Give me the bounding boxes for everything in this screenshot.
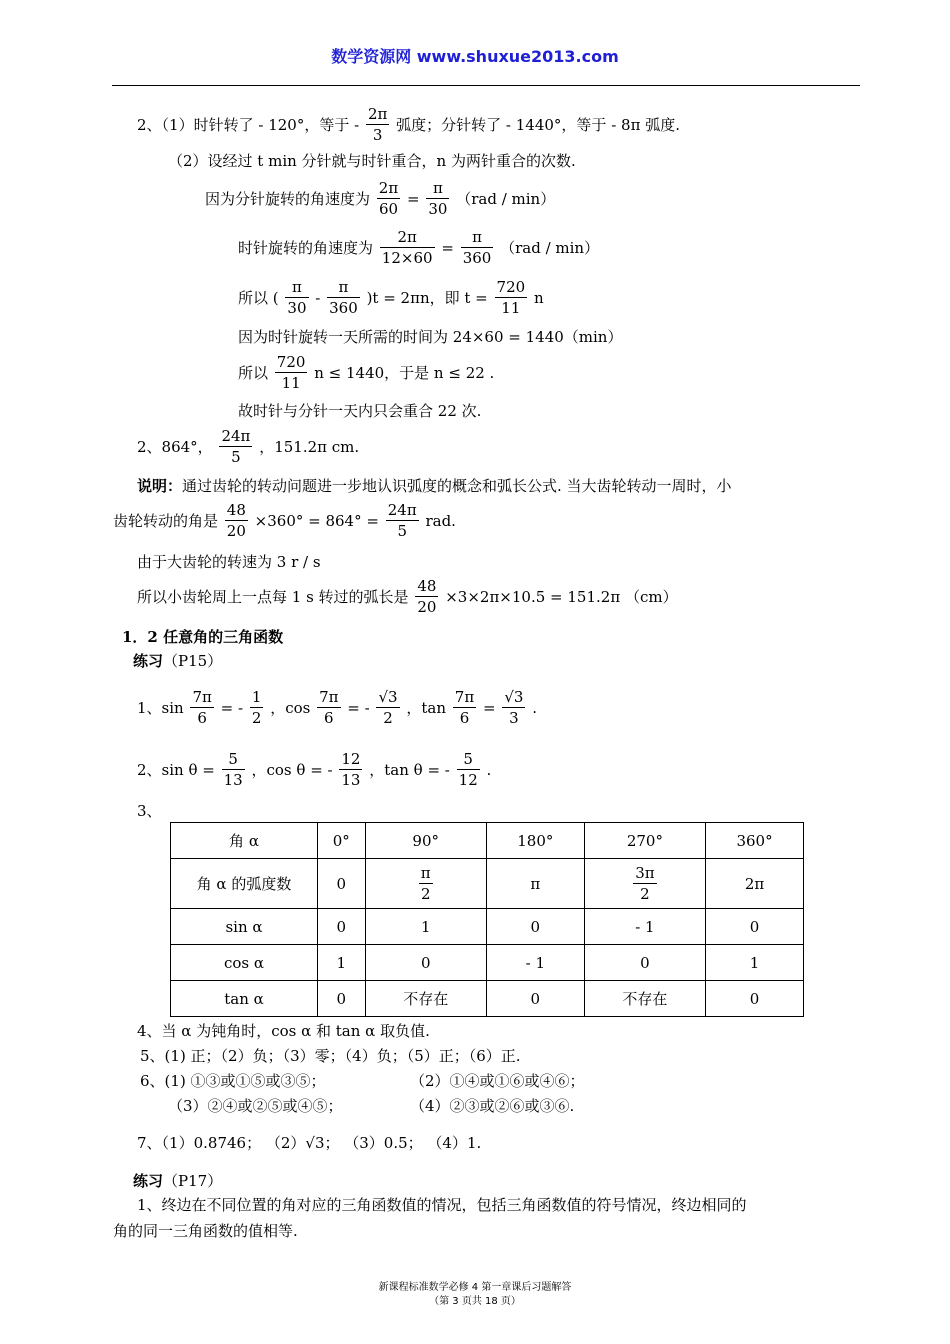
q4: 4、当 α 为钝角时，cos α 和 tan α 取负值.	[137, 1022, 430, 1040]
p17-line-1: 1、终边在不同位置的角对应的三角函数值的情况，包括三角函数值的符号情况，终边相同的	[137, 1196, 747, 1214]
site-header[interactable]: 数学资源网 www.shuxue2013.com	[331, 47, 619, 66]
exercise-p17: 练习（P17）	[133, 1172, 223, 1190]
answer-2-2: （2）设经过 t min 分针就与时针重合，n 为两针重合的次数.	[168, 152, 576, 170]
conclusion: 故时针与分针一天内只会重合 22 次.	[238, 402, 482, 420]
note-line-1: 说明：通过齿轮的转动问题进一步地认识弧度的概念和弧长公式. 当大齿轮转动一周时，小	[137, 477, 732, 495]
p17-line-2: 角的同一三角函数的值相等.	[113, 1222, 298, 1240]
q7: 7、（1）0.8746； （2）√3； （3）0.5； （4）1.	[137, 1134, 482, 1152]
table-row: 角 α 0° 90° 180° 270° 360°	[171, 823, 804, 859]
table-row: tan α 0 不存在 0 不存在 0	[171, 981, 804, 1017]
section-title: 1．2 任意角的三角函数	[122, 628, 284, 646]
exercise-p15: 练习（P15）	[133, 652, 223, 670]
q3-label: 3、	[137, 802, 162, 820]
inequality-n: 所以 $\frac{720}{11}$ n ≤ 1440，于是 n ≤ 22 .	[238, 353, 495, 392]
q6-d: （4）②③或②⑥或③⑥.	[410, 1097, 575, 1115]
equation-t: 所以 ( $\frac{\pi}{30}$ - $\frac{\pi}{360}$ )t = 2πn，即 t = $\frac{720}{11}$ n	[238, 278, 544, 317]
footer-title: 新课程标准数学必修 4 第一章课后习题解答	[378, 1282, 572, 1293]
day-minutes: 因为时针旋转一天所需的时间为 24×60 = 1440（min）	[238, 328, 623, 346]
q2: 2、sin θ = $\frac{5}{13}$ ，cos θ = - $\frac{12}{13}$ ，tan θ = - $\frac{5}{12}$ .	[137, 750, 492, 789]
q6-a: 6、(1) ①③或①⑤或③⑤；	[140, 1072, 326, 1090]
minute-hand-speed: 因为分针旋转的角速度为 $\frac{2\pi}{60}$ = $\frac{\pi}{30}$ （rad / min）	[205, 179, 556, 218]
hour-hand-speed: 时针旋转的角速度为 $\frac{2\pi}{12\times 60}$ = $\frac{\pi}{360}$ （rad / min）	[238, 228, 600, 267]
trig-table	[170, 822, 804, 1017]
note-line-2: 齿轮转动的角是 $\frac{48}{20}$ ×360° = 864° = $\frac{24\pi}{5}$ rad.	[113, 501, 456, 540]
fraction: $\frac{2\pi}{3}$	[367, 105, 388, 144]
q1: 1、sin $\frac{7\pi}{6}$ = - $\frac{1}{2}$ ，cos $\frac{7\pi}{6}$ = - $\frac{√3}{2}$ ，tan $\frac{7\pi}{6}$ = $\frac{√3}{3}$ .	[137, 688, 538, 727]
q5: 5、(1) 正；（2）负；（3）零；（4）负；（5）正；（6）正.	[140, 1047, 521, 1065]
gear-speed: 由于大齿轮的转速为 3 r / s	[137, 553, 321, 571]
table-row: cos α 1 0 - 1 0 1	[171, 945, 804, 981]
footer-page: （第 3 页共 18 页）	[429, 1296, 521, 1307]
q6-b: （2）①④或①⑥或④⑥；	[410, 1072, 585, 1090]
answer-2-1: 2、（1）时针转了 - 120°，等于 - $\frac{2\pi}{3}$ 弧度；分针转了 - 1440°，等于 - 8π 弧度.	[137, 105, 680, 144]
header-rule	[112, 85, 860, 86]
table-row: 角 α 的弧度数 0 $\frac{\pi}{2}$ π $\frac{3\pi}{2}$ 2π	[171, 859, 804, 909]
arc-length: 所以小齿轮周上一点每 1 s 转过的弧长是 $\frac{48}{20}$ ×3×2π×10.5 = 151.2π （cm）	[137, 577, 678, 616]
answer-2-gear: 2、864°， $\frac{24\pi}{5}$ ，151.2π cm.	[137, 427, 360, 466]
q6-c: （3）②④或②⑤或④⑤；	[168, 1097, 343, 1115]
table-row: sin α 0 1 0 - 1 0	[171, 909, 804, 945]
